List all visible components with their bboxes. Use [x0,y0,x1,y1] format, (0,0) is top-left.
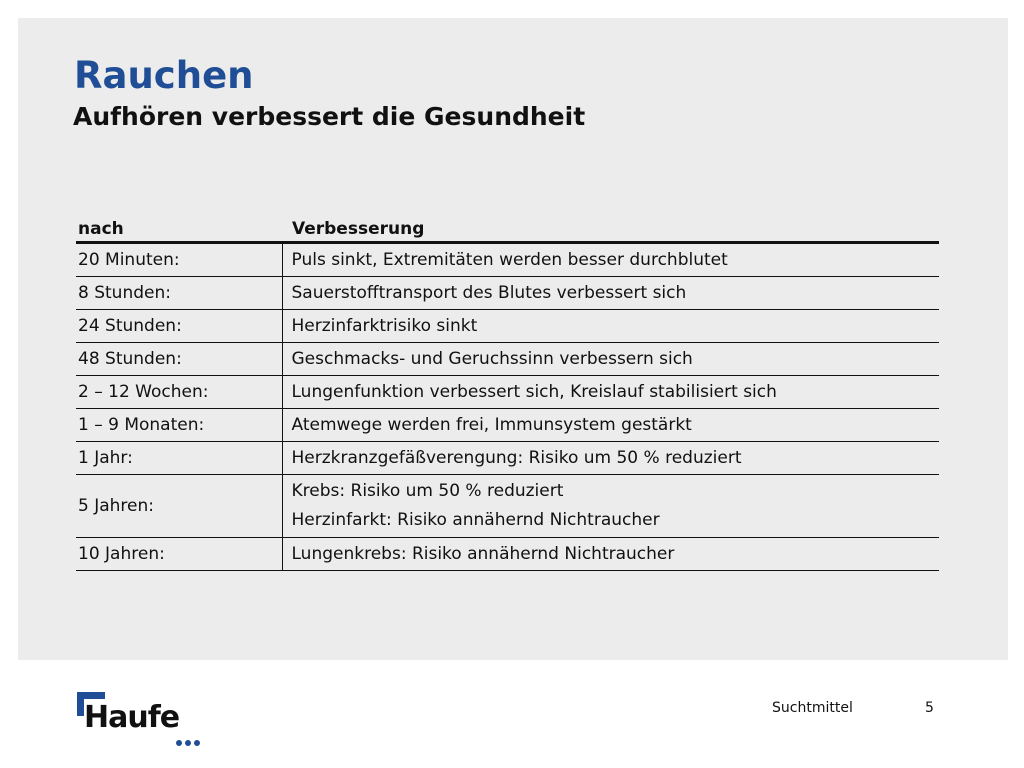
page-number: 5 [925,700,934,716]
improvement-text: Sauerstofftransport des Blutes verbessert sich [291,283,687,303]
improvement-cell [282,343,939,376]
time-cell: 8 Stunden: [76,277,282,310]
table-header-row [76,210,939,243]
improvement-cell [282,409,939,442]
logo-dots [176,740,208,748]
improvement-text: Herzinfarktrisiko sinkt [291,316,478,336]
improvement-cell [282,538,939,571]
logo-dot [185,740,191,746]
haufe-logo [74,688,214,758]
slide-title: Rauchen [74,54,254,97]
improvement-text: Herzinfarkt: Risiko annähernd Nichtraucher [291,510,660,530]
table-row [76,277,939,310]
time-cell: 10 Jahren: [76,538,282,571]
logo-dot [176,740,182,746]
table-row [76,409,939,442]
improvement-text: Lungenfunktion verbessert sich, Kreislauf stabilisiert sich [291,382,777,402]
table-header [76,210,939,243]
improvement-text: Geschmacks- und Geruchssinn verbessern sich [291,349,693,369]
improvement-text: Herzkranzgefäßverengung: Risiko um 50 % reduziert [291,448,742,468]
logo-bracket-horizontal [77,692,105,699]
improvement-cell [282,376,939,409]
table-row [76,538,939,571]
slide-subtitle: Aufhören verbessert die Gesundheit [73,102,586,131]
header-improvement: Verbesserung [282,210,939,243]
time-cell: 2 – 12 Wochen: [76,376,282,409]
logo-dot [194,740,200,746]
improvement-text: Lungenkrebs: Risiko annähernd Nichtraucher [291,544,675,564]
time-cell: 48 Stunden: [76,343,282,376]
table-row [76,310,939,343]
footer-topic: Suchtmittel [772,700,853,716]
improvement-cell [282,475,939,538]
header-after: nach [76,210,282,243]
logo-wordmark: Haufe [84,700,180,735]
improvement-text: Krebs: Risiko um 50 % reduziert [291,481,564,501]
table-row [76,376,939,409]
time-cell: 20 Minuten: [76,243,282,277]
improvement-table-container [76,210,939,571]
improvement-text: Puls sinkt, Extremitäten werden besser durchblutet [291,250,728,270]
time-cell: 5 Jahren: [76,475,282,538]
improvement-table [76,210,939,571]
time-cell: 24 Stunden: [76,310,282,343]
table-row [76,442,939,475]
improvement-cell [282,310,939,343]
table-body [76,243,939,571]
time-cell: 1 Jahr: [76,442,282,475]
improvement-cell [282,442,939,475]
table-row [76,475,939,538]
improvement-cell [282,277,939,310]
table-row [76,343,939,376]
improvement-cell [282,243,939,277]
table-row [76,243,939,277]
improvement-text: Atemwege werden frei, Immunsystem gestärkt [291,415,692,435]
time-cell: 1 – 9 Monaten: [76,409,282,442]
